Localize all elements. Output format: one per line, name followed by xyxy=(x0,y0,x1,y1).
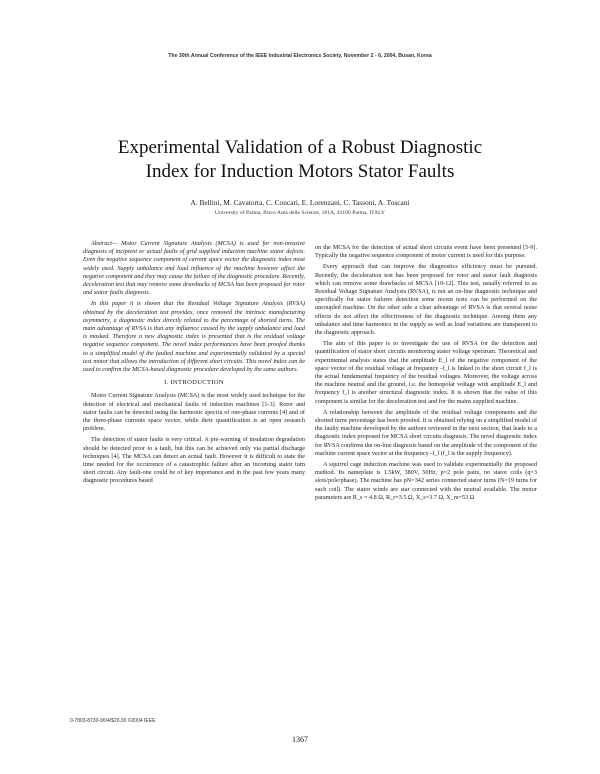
right-paragraph-5: A squirrel cage induction machine was used to validate experimentally the proposed method. Its nameplate is 1.5kW, 380V, 50Hz, p=2 pole pairs, no stator coils (q=3 slots/pole/phase). The machine has pN=342 series connected stator turns (N=19 turns for each coil). The stator winds are star connected with the neutral available. The motor parameters are R_s = 4.8 Ω, R_r=3.5 Ω, X_s=3.7 Ω, X_m=53 Ω xyxy=(315,461,537,501)
page-number: 1367 xyxy=(292,735,308,744)
section-heading-introduction: I. INTRODUCTION xyxy=(164,379,224,387)
copyright-code: 0-7803-8730-9/04/$20.00 ©2004 IEEE xyxy=(70,718,156,724)
affiliation: University of Parma, Parco Area delle Scienze, 181A, 43100 Parma, ITALY xyxy=(214,210,386,216)
right-paragraph-1: on the MCSA for the detection of actual short circuits event have been presented [5-9]. Typically the negative sequence component of motor current is used for this purpose. xyxy=(315,244,537,260)
abstract-paragraph-1: Abstract— Motor Current Signature Analysis (MCSA) is used for non-invasive diagnosis of incipient or actual faults of grid supplied induction machine stator defects. Even the negative sequence component of current space vector the diagnostic index most widely used. Supply unbalance and load influence of the machine however affect the negative component and they may cause the failure of the diagnostic procedure. Recently, deceleration test that may remove some drawbacks of MCSA has been proposed for rotor and stator faults diagnosis. xyxy=(83,240,305,297)
right-paragraph-4: A relationship between the amplitude of the residual voltage components and the shorted turns percentage has been proofed. It is obtained relying on a simplified model of the faulty machine developed by the authors reviewed in the next section, that leads to a diagnostic index proposed for MCSA short circuits diagnosis. The novel diagnostic index for RVSA confirms the on-line diagnosis based on the amplitude of the component of the machine current space vector at the frequency -f_l (f_l is the supply frequency). xyxy=(315,408,537,457)
abstract-paragraph-2: In this paper it is shown that the Residual Voltage Signature Analysis (RVSA) obtained by the deceleration test provides, once removed the intrinsic manufacturing asymmetry, a diagnostic index directly related to the percentage of shorted turns. The main advantage of RVSA is that any influence caused by the supply unbalance and load is masked. Therefore a new diagnostic index is presented that is the residual voltage negative sequence component. The novel index performances have been proofed thanks to a simplified model of the faulted machine and experimentally validated by a special test motor that allows the introduction of different short circuits. This novel index can be used to confirm the MCSA-based diagnostic procedure developed by the same authors. xyxy=(83,300,305,374)
intro-paragraph-1: Motor Current Signature Analysis (MCSA) is the most widely used technique for the detection of electrical and mechanical faults of induction machines [1-3]. Rotor and stator faults can be detected using the harmonic spectra of one-phase currents [4] and of the three-phase currents space vector, while their quantification is an open research problem. xyxy=(83,392,305,433)
author-list: A. Bellini, M. Cavatorta, C. Concari, E. Lorenzani, C. Tassoni, A. Toscani xyxy=(190,198,410,207)
intro-paragraph-2: The detection of stator faults is very critical. A pre-warning of insulation degradation should be detected prior to a fault, but this can be achieved only via partial discharge techniques [4]. The MCSA can detect an actual fault. However it is difficult to state the time needed for the occurrence of a catastrophic failure after an incoming stator turn short circuit. Any fault-one could be of key importance and in the past few years many diagnostic procedures based xyxy=(83,436,305,485)
right-column xyxy=(315,244,537,505)
left-column xyxy=(83,240,305,489)
right-paragraph-3: The aim of this paper is to investigate the use of RVSA for the detection and quantification of stator short circuits monitoring stator voltage spectrum. Theoretical and experimental analysis states that the amplitude E_l of the negative component of the space vector of the residual voltage at frequency -f_l is linked to the short circuit f_l is the actual fundamental frequency of the residual voltages. Moreover, the voltage across the machine neutral and the ground, i.e. the homopolar voltage with amplitude E_l and frequency f_l is another structural diagnostic index. It is shown that the value of this component is similar for the deceleration test and for the mains supplied machine. xyxy=(315,340,537,405)
conference-header: The 30th Annual Conference of the IEEE Industrial Electronics Society, November 2 - 6, 2004, Busan, Korea xyxy=(168,53,432,59)
right-paragraph-2: Every approach that can improve the diagnostics efficiency must be pursued. Recently, the deceleration test has been proposed for rotor and stator fault diagnosis which can remove some drawbacks of MCSA [10-12]. This test, usually referred to as Residual Voltage Signature Analysis (RVSA), is not an on-line diagnostic technique and specifically for stator failures detection some recent tests can be performed on the uncoupled machine. On the other side a clear advantage of RVSA is that several noise effects do not affect the effectiveness of the diagnostic technique. Among them any unbalance and time harmonics in the supply as well as load variations are transparent to the diagnostic approach. xyxy=(315,263,537,337)
paper-title xyxy=(60,136,540,184)
title-line-1: Experimental Validation of a Robust Diagnostic xyxy=(117,137,483,158)
title-line-2: Index for Induction Motors Stator Faults xyxy=(145,161,455,182)
